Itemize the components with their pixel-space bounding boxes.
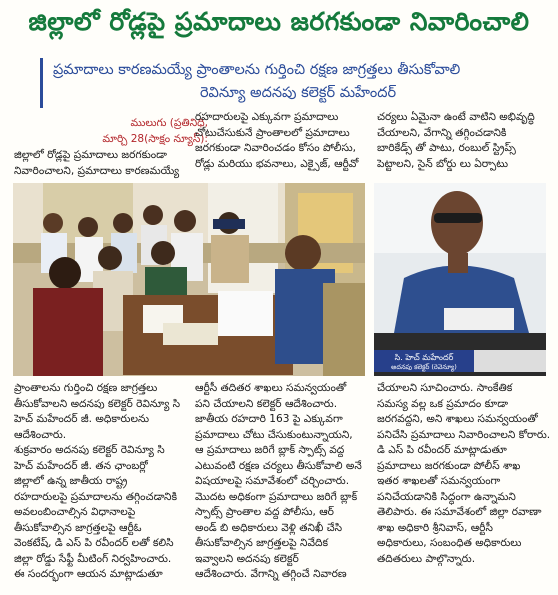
text-line: ఇవ్వాలని అదనపు కలెక్టర్ <box>195 552 299 565</box>
text-line: ఆ ప్రమాదాలు జరిగే బ్లాక్ స్పాట్స్ వద్ద <box>195 444 345 456</box>
text-line: పనిచేసి ప్రమాదాలు నివారించాలని కోరారు. <box>377 428 551 441</box>
text-line: రహదారులపై ఎక్కువగా ప్రమాదాలు <box>195 111 339 123</box>
text-line: శుక్రవారం అదనపు కలెక్టర్ రెవిన్యూ సి <box>14 444 165 456</box>
text-line: ఇతర శాఖలతో సమన్వయంగా <box>377 475 501 487</box>
text-line: అవలంబించాల్సిన విధానాలపై <box>14 506 136 518</box>
text-line: అండ్ బి అధికారులు వెళ్లి తనిఖీ చేసి <box>195 521 343 534</box>
nameplate-title: అదనపు కలెక్టర్ (రెవెన్యూ) <box>391 363 457 371</box>
text-line: శాఖ అధికారి శ్రీనివాస్, ఆర్టీసీ <box>377 521 493 534</box>
text-line: నివారించాలని, ప్రమాదాలు కారణమయ్యే <box>14 164 180 177</box>
text-line: పెట్టాలని, సైన్ బోర్డు లు ఏర్పాటు <box>377 157 509 170</box>
dateline <box>58 116 208 147</box>
text-line: తీసుకోవాల్సిన జాగ్రత్తలపై నివేదిక <box>195 537 329 549</box>
text-line: చేయాలని సూచించారు. సాంకేతిక <box>377 382 513 394</box>
text-line: రహదారులపై ప్రమాదాలను తగ్గించడానికి <box>14 490 178 503</box>
article-column-2-bottom <box>195 381 373 583</box>
text-line: చర్యలు ఏమైనా ఉంటే వాటిని అభివృద్ధి <box>377 111 535 123</box>
text-line: హెచ్ మహేందర్ జీ. అధికారులను <box>14 413 150 425</box>
text-line: హెచ్ మహేందర్ జీ. తన ఛాంబర్లో <box>14 459 148 472</box>
text-line: తదితరులు పాల్గొన్నారు. <box>377 552 476 565</box>
article-column-3-bottom <box>377 381 551 567</box>
text-line: మొదట అధికంగా ప్రమాదాలు జరిగే బ్లాక్ <box>195 490 358 503</box>
subheadline-block <box>40 58 543 108</box>
dateline-line: మార్చి 28(సాక్షం న్యూస్): <box>102 132 208 145</box>
text-line: పని చేయాలని కలెక్టర్ ఆదేశించారు. <box>195 397 338 410</box>
text-line: ఆర్టీసీ తదితర శాఖలు సమన్వయంతో <box>195 382 347 394</box>
text-line: అధికారులు, సంబంధిత అధికారులు <box>377 537 522 549</box>
text-line: జిల్లాలో రోడ్లపై ప్రమాదాలు జరగకుండా <box>14 149 167 161</box>
text-line: జాతీయ రహదారి 163 పై ఎక్కువగా <box>195 413 343 425</box>
text-line: ప్రమాదాలు చోటు చేసుకుంటున్నాయని, <box>195 428 353 441</box>
meeting-photo <box>13 183 365 376</box>
text-line: బారికేడ్స్ తో పాటు, రంబుల్ స్ట్రిప్స్ <box>377 142 516 154</box>
text-line: జిల్లాలో ఉన్న జాతీయ రాష్ట్ర <box>14 475 128 487</box>
subheadline-line-1: ప్రమాదాలు కారణమయ్యే ప్రాంతాలను గుర్తించి రక్షణ జాగ్రత్తలు తీసుకోవాలి <box>53 62 461 78</box>
text-line: చోటుచేసుకునే ప్రాంతాలలో ప్రమాదాలు <box>195 126 350 139</box>
text-line: స్పాట్స్ ప్రాంతాల వద్ద పోలీసు, ఆర్ <box>195 506 334 518</box>
dateline-line: ములుగు (ప్రతినిధి, <box>130 117 208 129</box>
article-column-1-top <box>14 148 210 179</box>
headline: జిల్లాలో రోడ్లపై ప్రమాదాలు జరగకుండా నివారించాలి <box>28 7 530 36</box>
article-column-2-top <box>195 110 367 172</box>
text-line: తీసుకోవాల్సిన జాగ్రత్తలపై ఆర్టీఓ <box>14 521 142 534</box>
text-line: చేయాలని, వేగాన్ని తగ్గించడానికి <box>377 126 507 139</box>
text-line: పనిచేయడానికి సిద్ధంగా ఉన్నామని <box>377 490 516 503</box>
text-line: జరగకుండా నివారించడం కోసం పోలీసు, <box>195 142 356 154</box>
text-line: సమస్య వల్ల ఒక ప్రమాదం కూడా <box>377 397 509 410</box>
subheadline-line-2: రెవిన్యూ అదనపు కలెక్టర్ మహేందర్ <box>199 85 397 101</box>
text-line: జిల్లా రోడ్డు సేఫ్టీ మీటింగ్ నిర్వహించారు. <box>14 552 172 565</box>
article-column-3-top <box>377 110 549 172</box>
text-line: ప్రమాదాలు జరగకుండా పోలీస్ శాఖ <box>377 459 521 472</box>
article-column-1-bottom <box>14 381 194 583</box>
text-line: జరగవద్దని, అని శాఖలు సమన్వయంతో <box>377 413 538 425</box>
collector-portrait-photo <box>374 183 546 376</box>
text-line: ప్రాంతాలను గుర్తించి రక్షణ జాగ్రత్తలు <box>14 382 158 394</box>
text-line: తీసుకోవాలని అదనపు కలెక్టర్ రెవిన్యూ సి <box>14 397 181 410</box>
text-line: రోడ్లు మరియు భవనాలు, ఎక్సైజ్, ఆర్టీవో <box>195 157 359 170</box>
text-line: ఆదేశించారు. <box>14 428 67 441</box>
text-line: విషయాలపై సమావేశంలో చర్చించారు. <box>195 475 350 487</box>
text-line: ఆదేశించారు. వేగాన్ని తగ్గించే నివారణ <box>195 568 347 580</box>
text-line: వెంకటేష్, డి ఎస్ పి రవీందర్ లతో కలిసి <box>14 537 174 549</box>
text-line: ఈ సందర్భంగా ఆయన మాట్లాడుతూ <box>14 568 163 580</box>
text-line: డి ఎస్ పి రవీందర్ మాట్లాడుతూ <box>377 444 507 456</box>
text-line: తెలిపారు. ఈ సమావేశంలో జిల్లా రవాణా <box>377 506 542 518</box>
text-line: ఎటువంటి రక్షణ చర్యలు తీసుకోవాలి అనే <box>195 459 362 472</box>
nameplate-name: సి. హెచ్ మహేందర్ <box>394 353 454 362</box>
